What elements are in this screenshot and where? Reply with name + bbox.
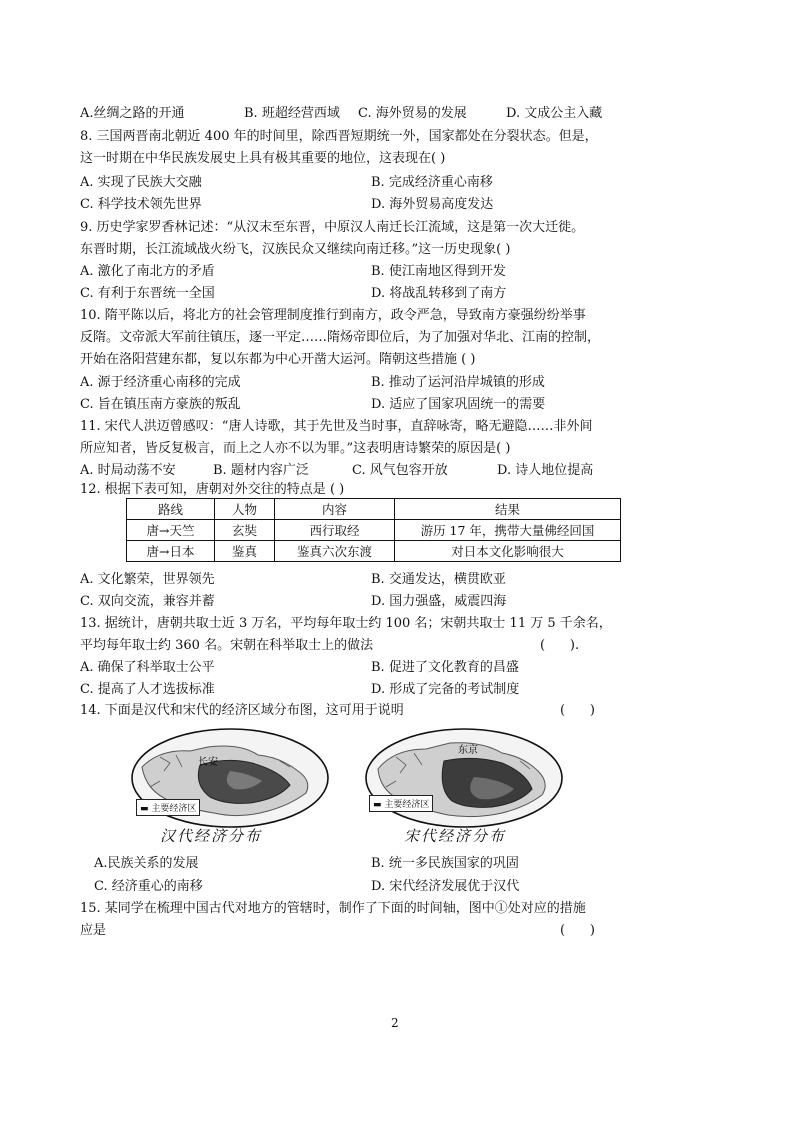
q10-option-a: A. 源于经济重心南移的完成 [80, 375, 241, 390]
q14-option-b: B. 统一多民族国家的巩固 [371, 856, 519, 871]
table-cell: 鉴真六次东渡 [275, 541, 395, 562]
table-row [127, 541, 621, 562]
q14-option-d: D. 宋代经济发展优于汉代 [371, 879, 520, 894]
table-cell: 西行取经 [275, 520, 395, 541]
table-cell: 鉴真 [215, 541, 275, 562]
q9-option-c: C. 有利于东晋统一全国 [80, 286, 215, 301]
song-map-legend: ▬ 主要经济区 [369, 795, 433, 812]
q13-option-d: D. 形成了完备的考试制度 [371, 682, 520, 697]
table-row [127, 520, 621, 541]
q10-option-b: B. 推动了运河沿岸城镇的形成 [371, 375, 545, 390]
q9-option-b: B. 使江南地区得到开发 [371, 264, 506, 279]
q7-option-a: A.丝绸之路的开通 [80, 106, 185, 121]
q9-stem-line-1: 9. 历史学家罗香林记述：“从汉末至东晋，中原汉人南迁长江流域，这是第一次大迁徙。 [80, 220, 585, 235]
page-number: 2 [391, 1016, 399, 1030]
han-map-legend: ▬ 主要经济区 [136, 799, 200, 816]
q11-option-b: B. 题材内容广泛 [213, 463, 309, 478]
table-header-result: 结果 [395, 499, 621, 520]
table-cell: 对日本文化影响很大 [395, 541, 621, 562]
q13-option-a: A. 确保了科举取士公平 [80, 660, 215, 675]
q12-option-c: C. 双向交流，兼容并蓄 [80, 594, 215, 609]
q13-option-b: B. 促进了文化教育的昌盛 [371, 660, 519, 675]
han-map-city-label: 长安 [198, 757, 218, 768]
q13-stem-line-1: 13. 据统计，唐朝共取士近 3 万名，平均每年取士约 100 名；宋朝共取士 11 万 5 千余名， [80, 616, 612, 631]
q10-stem-line-1: 10. 隋平陈以后，将北方的社会管理制度推行到南方，政令严急，导致南方豪强纷纷举事 [80, 308, 586, 323]
q13-answer-paren: ( ). [540, 638, 580, 653]
q12-option-d: D. 国力强盛，威震四海 [371, 594, 507, 609]
table-header-route: 路线 [127, 499, 215, 520]
q15-stem-line-1: 15. 某同学在梳理中国古代对地方的管辖时，制作了下面的时间轴，图中①处对应的措施 [80, 901, 586, 916]
q7-option-b: B. 班超经营西域 [244, 106, 340, 121]
q11-stem-line-2: 所应知者，皆反复极言，而上之人亦不以为罪。”这表明唐诗繁荣的原因是( ) [80, 441, 511, 456]
q8-option-a: A. 实现了民族大交融 [80, 175, 202, 190]
q11-option-a: A. 时局动荡不安 [80, 463, 176, 478]
table-header-person: 人物 [215, 499, 275, 520]
table-header-content: 内容 [275, 499, 395, 520]
table-cell: 游历 17 年，携带大量佛经回国 [395, 520, 621, 541]
q15-stem-line-2: 应是 [80, 923, 107, 938]
q8-option-c: C. 科学技术领先世界 [80, 197, 202, 212]
table-cell: 唐→日本 [127, 541, 215, 562]
q12-route-table [126, 498, 621, 562]
q11-option-c: C. 风气包容开放 [352, 463, 448, 478]
q14-option-c: C. 经济重心的南移 [94, 879, 203, 894]
q10-option-d: D. 适应了国家巩固统一的需要 [371, 397, 546, 412]
q8-stem-line-2: 这一时期在中华民族发展史上具有极其重要的地位，这表现在( ) [80, 151, 446, 166]
q8-option-b: B. 完成经济重心南移 [371, 175, 493, 190]
q8-stem-line-1: 8. 三国两晋南北朝近 400 年的时间里，除西晋短期统一外，国家都处在分裂状态。但是， [80, 129, 598, 144]
q10-stem-line-3: 开始在洛阳营建东都，复以东都为中心开凿大运河。隋朝这些措施 ( ) [80, 352, 476, 367]
q12-option-b: B. 交通发达，横贯欧亚 [371, 572, 506, 587]
song-map-city-label: 东京 [458, 745, 478, 756]
song-map-caption: 宋代经济分布 [404, 827, 507, 845]
q12-stem: 12. 根据下表可知，唐朝对外交往的特点是 ( ) [80, 482, 345, 497]
q8-option-d: D. 海外贸易高度发达 [371, 197, 494, 212]
q9-option-d: D. 将战乱转移到了南方 [371, 286, 507, 301]
table-cell: 唐→天竺 [127, 520, 215, 541]
q13-option-c: C. 提高了人才选拔标准 [80, 682, 215, 697]
q9-option-a: A. 激化了南北方的矛盾 [80, 264, 215, 279]
table-cell: 玄奘 [215, 520, 275, 541]
q12-option-a: A. 文化繁荣，世界领先 [80, 572, 215, 587]
q14-answer-paren: ( ) [560, 703, 595, 718]
q10-stem-line-2: 反隋。文帝派大军前往镇压，逐一平定……隋炀帝即位后，为了加强对华北、江南的控制， [80, 330, 601, 345]
q14-option-a: A.民族关系的发展 [94, 856, 199, 871]
q10-option-c: C. 旨在镇压南方豪族的叛乱 [80, 397, 241, 412]
q11-stem-line-1: 11. 宋代人洪迈曾感叹：“唐人诗歌，其于先世及当时事，直辞咏寄，略无避隐……非外间 [80, 419, 593, 434]
q13-stem-line-2: 平均每年取士约 360 名。宋朝在科举取士上的做法 [80, 638, 374, 653]
q9-stem-line-2: 东晋时期，长江流域战火纷飞，汉族民众又继续向南迁移。”这一历史现象( ) [80, 242, 511, 257]
han-map-legend-label: 主要经济区 [151, 804, 197, 814]
q7-option-d: D. 文成公主入藏 [506, 106, 603, 121]
q14-stem: 14. 下面是汉代和宋代的经济区域分布图，这可用于说明 [80, 703, 404, 718]
q15-answer-paren: ( ) [560, 923, 595, 938]
q7-option-c: C. 海外贸易的发展 [358, 106, 467, 121]
song-map-legend-label: 主要经济区 [384, 800, 430, 810]
han-map-caption: 汉代经济分布 [160, 827, 263, 845]
q11-option-d: D. 诗人地位提高 [497, 463, 594, 478]
